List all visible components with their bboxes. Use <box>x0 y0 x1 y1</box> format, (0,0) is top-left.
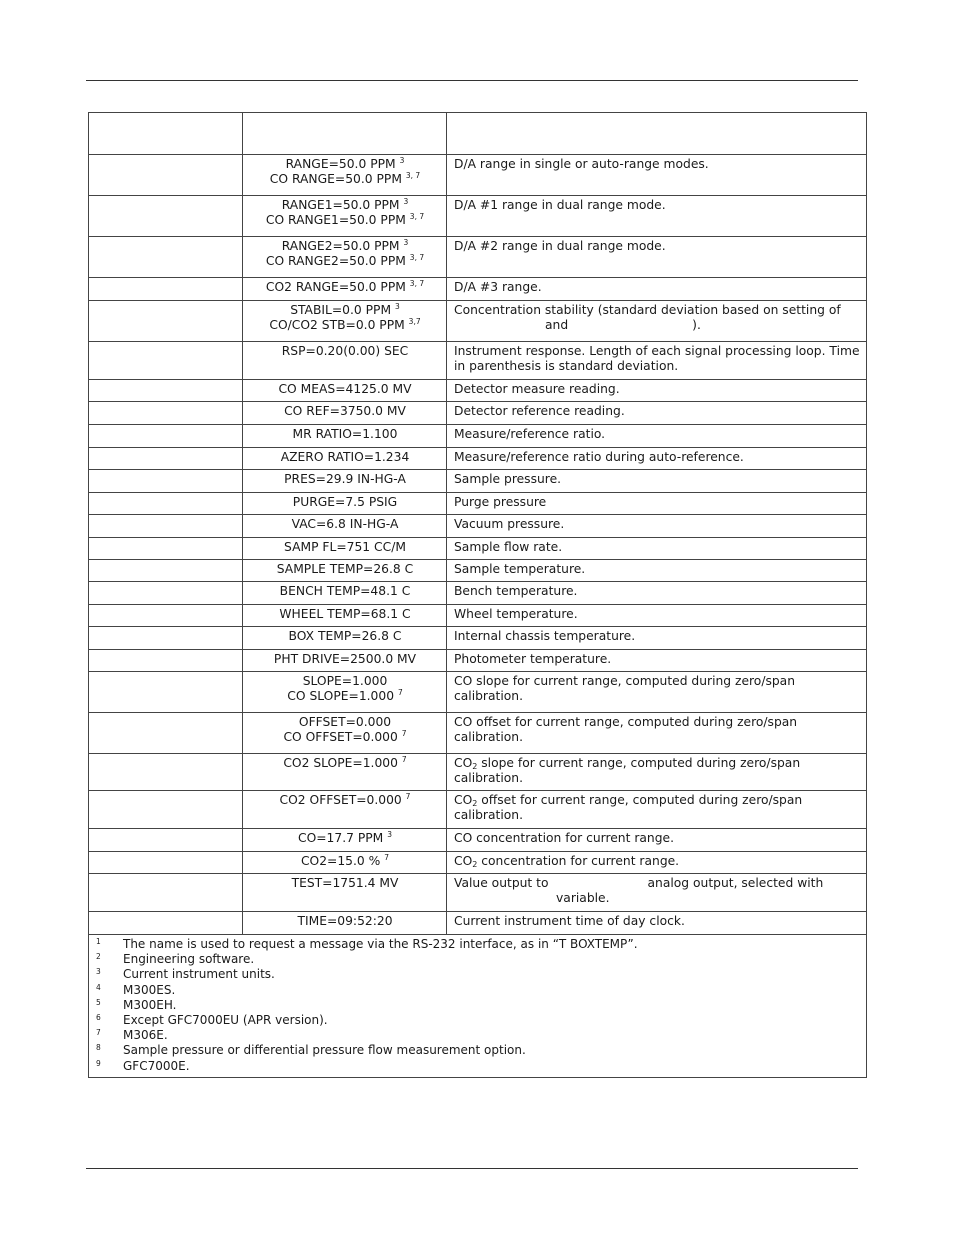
message-cell <box>243 912 447 935</box>
message-cell <box>243 874 447 912</box>
test-name-cell <box>89 754 243 791</box>
message-text: CO2 RANGE=50.0 PPM <box>265 280 406 294</box>
description-cell <box>447 713 867 754</box>
message-cell <box>243 627 447 650</box>
description-cell <box>447 470 867 493</box>
message-text: CO RANGE1=50.0 PPM <box>265 213 406 227</box>
message-cell <box>243 605 447 627</box>
table-header-row <box>89 113 867 155</box>
message-line <box>250 157 440 172</box>
message-cell <box>243 278 447 301</box>
message-text: RSP=0.20(0.00) SEC <box>281 344 409 358</box>
test-name-cell <box>89 402 243 425</box>
footnote-text: Engineering software. <box>123 952 255 967</box>
description-text: Internal chassis temperature. <box>454 629 636 643</box>
description-cell <box>447 754 867 791</box>
message-cell <box>243 448 447 470</box>
description-text: and <box>545 318 569 332</box>
description-cell <box>447 425 867 448</box>
test-name-cell <box>89 560 243 582</box>
test-messages-table <box>88 112 867 1078</box>
footnote-number: 7 <box>96 1028 101 1038</box>
table-row <box>89 470 867 493</box>
message-line <box>250 540 440 555</box>
message-cell <box>243 852 447 874</box>
footnote-ref: 3, 7 <box>409 279 425 288</box>
description-text: variable. <box>556 891 610 905</box>
test-name-cell <box>89 852 243 874</box>
message-line <box>250 689 440 704</box>
message-text: OFFSET=0.000 <box>298 715 392 729</box>
test-name-cell <box>89 155 243 196</box>
message-line <box>250 517 440 532</box>
table-row <box>89 425 867 448</box>
footer-rule <box>86 1168 858 1169</box>
test-name-cell <box>89 791 243 829</box>
table-row <box>89 605 867 627</box>
footnote-ref: 3 <box>395 302 400 311</box>
message-line <box>250 629 440 644</box>
table-row <box>89 672 867 713</box>
footnote <box>96 1059 860 1074</box>
description-text: Sample pressure. <box>454 472 562 486</box>
description-cell <box>447 582 867 605</box>
footnote-number: 2 <box>96 952 101 962</box>
description-text: Purge pressure <box>454 495 547 509</box>
footnote <box>96 998 860 1013</box>
footnote <box>96 937 860 952</box>
header-test-name <box>89 113 243 155</box>
description-cell <box>447 278 867 301</box>
table-row <box>89 852 867 874</box>
message-text: PRES=29.9 IN-HG-A <box>284 472 406 486</box>
description-text: Sample temperature. <box>454 562 586 576</box>
message-cell <box>243 470 447 493</box>
footnote-number: 5 <box>96 997 101 1007</box>
message-text: CO=17.7 PPM <box>297 831 384 845</box>
description-text: concentration for current range. <box>477 854 680 868</box>
description-cell <box>447 791 867 829</box>
test-name-cell <box>89 425 243 448</box>
message-cell <box>243 493 447 515</box>
test-name-cell <box>89 829 243 852</box>
test-name-cell <box>89 912 243 935</box>
table-row <box>89 448 867 470</box>
test-name-cell <box>89 672 243 713</box>
message-text: VAC=6.8 IN-HG-A <box>291 517 399 531</box>
message-text: BENCH TEMP=48.1 C <box>279 584 411 598</box>
message-text: TIME=09:52:20 <box>297 914 393 928</box>
message-text: RANGE1=50.0 PPM <box>281 198 400 212</box>
message-text: CO2=15.0 % <box>300 854 381 868</box>
table-row <box>89 538 867 560</box>
message-text: AZERO RATIO=1.234 <box>280 450 410 464</box>
header-message-text <box>243 113 447 155</box>
footnote-ref: 7 <box>401 729 407 738</box>
message-line <box>250 607 440 622</box>
message-line <box>250 450 440 465</box>
footnote-ref: 3 <box>403 238 409 247</box>
message-text: CO SLOPE=1.000 <box>287 689 395 703</box>
table-row <box>89 650 867 672</box>
description-text: Concentration stability (standard deviation based on setting of <box>454 303 841 317</box>
footnote-ref: 3,7 <box>408 317 421 326</box>
table-row <box>89 493 867 515</box>
footnote-ref: 3, 7 <box>409 212 425 221</box>
footnote-text: GFC7000E. <box>123 1058 190 1073</box>
message-line <box>250 495 440 510</box>
description-text: Sample flow rate. <box>454 540 563 554</box>
footnote-text: Except GFC7000EU (APR version). <box>123 1013 328 1028</box>
table-row <box>89 560 867 582</box>
table-row <box>89 301 867 342</box>
description-text: offset for current range, computed during zero/span calibration. <box>454 793 803 822</box>
footnote-text: M300EH. <box>123 997 177 1012</box>
message-text: CO REF=3750.0 MV <box>284 404 406 418</box>
message-text: RANGE2=50.0 PPM <box>281 239 400 253</box>
footnote-number: 1 <box>96 937 101 946</box>
message-text: MR RATIO=1.100 <box>292 427 398 441</box>
description-cell <box>447 650 867 672</box>
message-text: PURGE=7.5 PSIG <box>292 495 398 509</box>
message-cell <box>243 301 447 342</box>
message-line <box>250 303 440 318</box>
message-line <box>250 715 440 730</box>
test-name-cell <box>89 342 243 380</box>
message-cell <box>243 196 447 237</box>
description-cell <box>447 852 867 874</box>
footnote <box>96 1013 860 1028</box>
message-line <box>250 914 440 929</box>
message-line <box>250 730 440 745</box>
description-cell <box>447 301 867 342</box>
message-line <box>250 831 440 846</box>
message-line <box>250 172 440 187</box>
description-cell <box>447 538 867 560</box>
description-text: CO <box>454 854 473 868</box>
message-line <box>250 213 440 228</box>
message-line <box>250 876 440 891</box>
test-name-cell <box>89 627 243 650</box>
message-text: CO/CO2 STB=0.0 PPM <box>269 318 405 332</box>
message-cell <box>243 560 447 582</box>
message-line <box>250 854 440 869</box>
footnote <box>96 952 860 967</box>
footnote-number: 8 <box>96 1043 101 1053</box>
description-text: CO <box>454 793 473 807</box>
subscript: 2 <box>472 762 478 771</box>
test-name-cell <box>89 515 243 538</box>
description-text: D/A #2 range in dual range mode. <box>454 239 666 253</box>
test-name-cell <box>89 380 243 402</box>
message-text: CO RANGE2=50.0 PPM <box>265 254 406 268</box>
description-cell <box>447 874 867 912</box>
description-text: D/A #1 range in dual range mode. <box>454 198 666 212</box>
message-cell <box>243 342 447 380</box>
message-line <box>250 382 440 397</box>
description-text: Value output to <box>454 876 549 890</box>
test-name-cell <box>89 713 243 754</box>
footnote-number: 9 <box>96 1058 101 1068</box>
table-row <box>89 874 867 912</box>
description-text: ). <box>692 318 701 332</box>
footnote-ref: 3 <box>403 197 409 206</box>
description-cell <box>447 912 867 935</box>
table-row <box>89 342 867 380</box>
test-name-cell <box>89 874 243 912</box>
footnote-ref: 3 <box>399 156 405 165</box>
footnote-number: 6 <box>96 1013 101 1023</box>
description-text: slope for current range, computed during zero/span calibration. <box>454 756 801 785</box>
description-text: Detector measure reading. <box>454 382 620 396</box>
table-row <box>89 515 867 538</box>
description-cell <box>447 515 867 538</box>
header-description <box>447 113 867 155</box>
footnote-ref: 3, 7 <box>409 253 425 262</box>
table-row <box>89 582 867 605</box>
description-text: Detector reference reading. <box>454 404 625 418</box>
test-name-cell <box>89 237 243 278</box>
footnote-number: 4 <box>96 982 101 992</box>
test-name-cell <box>89 301 243 342</box>
description-text: D/A #3 range. <box>454 280 542 294</box>
description-cell <box>447 237 867 278</box>
message-line <box>250 674 440 689</box>
message-cell <box>243 582 447 605</box>
message-cell <box>243 650 447 672</box>
description-text: Current instrument time of day clock. <box>454 914 685 928</box>
message-line <box>250 239 440 254</box>
message-line <box>250 793 440 808</box>
footnote-text: The name is used to request a message via the RS-232 interface, as in “T BOXTEMP”. <box>123 937 638 951</box>
description-text: Measure/reference ratio. <box>454 427 606 441</box>
subscript: 2 <box>472 799 478 808</box>
test-name-cell <box>89 470 243 493</box>
footnote-ref: 3 <box>387 830 392 839</box>
footnote <box>96 967 860 982</box>
message-cell <box>243 425 447 448</box>
table-row <box>89 196 867 237</box>
table-row <box>89 627 867 650</box>
description-cell <box>447 402 867 425</box>
footnote-ref: 7 <box>397 688 403 697</box>
footnote-ref: 7 <box>405 792 411 801</box>
description-text: CO slope for current range, computed during zero/span calibration. <box>454 674 796 703</box>
footnotes-row <box>89 935 867 1078</box>
message-text: PHT DRIVE=2500.0 MV <box>273 652 417 666</box>
header-rule <box>86 80 858 81</box>
description-text: Wheel temperature. <box>454 607 578 621</box>
description-text: D/A range in single or auto-range modes. <box>454 157 709 171</box>
table-row <box>89 912 867 935</box>
footnote <box>96 1043 860 1058</box>
footnote <box>96 1028 860 1043</box>
test-name-cell <box>89 493 243 515</box>
message-line <box>250 198 440 213</box>
subscript: 2 <box>472 860 478 869</box>
message-text: SAMP FL=751 CC/M <box>284 540 406 554</box>
message-cell <box>243 791 447 829</box>
message-text: TEST=1751.4 MV <box>291 876 399 890</box>
test-name-cell <box>89 448 243 470</box>
description-cell <box>447 196 867 237</box>
description-cell <box>447 829 867 852</box>
footnote-ref: 7 <box>384 853 390 862</box>
description-text: CO <box>454 756 473 770</box>
message-line <box>250 318 440 333</box>
message-text: STABIL=0.0 PPM <box>290 303 392 317</box>
message-line <box>250 280 440 295</box>
description-cell <box>447 342 867 380</box>
footnotes <box>89 935 867 1078</box>
description-text: CO offset for current range, computed during zero/span calibration. <box>454 715 798 744</box>
message-text: WHEEL TEMP=68.1 C <box>279 607 411 621</box>
message-line <box>250 427 440 442</box>
description-cell <box>447 672 867 713</box>
test-name-cell <box>89 278 243 301</box>
footnote-text: Current instrument units. <box>123 967 275 982</box>
description-text: Photometer temperature. <box>454 652 612 666</box>
description-cell <box>447 380 867 402</box>
description-text: Measure/reference ratio during auto-reference. <box>454 450 744 464</box>
message-text: BOX TEMP=26.8 C <box>288 629 402 643</box>
message-cell <box>243 402 447 425</box>
description-cell <box>447 560 867 582</box>
message-text: CO RANGE=50.0 PPM <box>269 172 402 186</box>
description-text: Vacuum pressure. <box>454 517 565 531</box>
message-line <box>250 472 440 487</box>
message-text: RANGE=50.0 PPM <box>285 157 396 171</box>
message-text: CO2 SLOPE=1.000 <box>283 756 398 770</box>
message-cell <box>243 380 447 402</box>
message-cell <box>243 754 447 791</box>
footnote-text: M300ES. <box>123 982 176 997</box>
message-cell <box>243 829 447 852</box>
table-row <box>89 380 867 402</box>
description-cell <box>447 627 867 650</box>
message-line <box>250 404 440 419</box>
message-line <box>250 756 440 771</box>
test-name-cell <box>89 196 243 237</box>
message-line <box>250 652 440 667</box>
message-text: CO2 OFFSET=0.000 <box>279 793 402 807</box>
table-row <box>89 237 867 278</box>
description-text: Instrument response. Length of each signal processing loop. Time in parenthesis is standard deviation. <box>454 344 860 373</box>
test-name-cell <box>89 582 243 605</box>
message-line <box>250 344 440 359</box>
message-line <box>250 254 440 269</box>
description-cell <box>447 605 867 627</box>
table-row <box>89 155 867 196</box>
table-row <box>89 791 867 829</box>
message-line <box>250 584 440 599</box>
footnote-ref: 3, 7 <box>405 171 421 180</box>
table-row <box>89 402 867 425</box>
message-cell <box>243 538 447 560</box>
description-text: analog output, selected with <box>647 876 824 890</box>
table-row <box>89 278 867 301</box>
footnote-text: M306E. <box>123 1028 168 1043</box>
description-text: CO concentration for current range. <box>454 831 674 845</box>
description-cell <box>447 155 867 196</box>
table-row <box>89 829 867 852</box>
test-name-cell <box>89 538 243 560</box>
description-text: Bench temperature. <box>454 584 578 598</box>
footnote <box>96 983 860 998</box>
footnote-number: 3 <box>96 967 101 977</box>
test-name-cell <box>89 650 243 672</box>
message-cell <box>243 155 447 196</box>
message-cell <box>243 237 447 278</box>
message-text: SAMPLE TEMP=26.8 C <box>276 562 414 576</box>
message-cell <box>243 672 447 713</box>
message-text: SLOPE=1.000 <box>302 674 388 688</box>
footnote-text: Sample pressure or differential pressure flow measurement option. <box>123 1043 526 1058</box>
message-text: CO OFFSET=0.000 <box>283 730 398 744</box>
message-cell <box>243 515 447 538</box>
message-cell <box>243 713 447 754</box>
test-name-cell <box>89 605 243 627</box>
description-cell <box>447 493 867 515</box>
message-line <box>250 562 440 577</box>
footnote-ref: 7 <box>401 755 407 764</box>
table-row <box>89 754 867 791</box>
description-cell <box>447 448 867 470</box>
table-row <box>89 713 867 754</box>
message-text: CO MEAS=4125.0 MV <box>278 382 412 396</box>
